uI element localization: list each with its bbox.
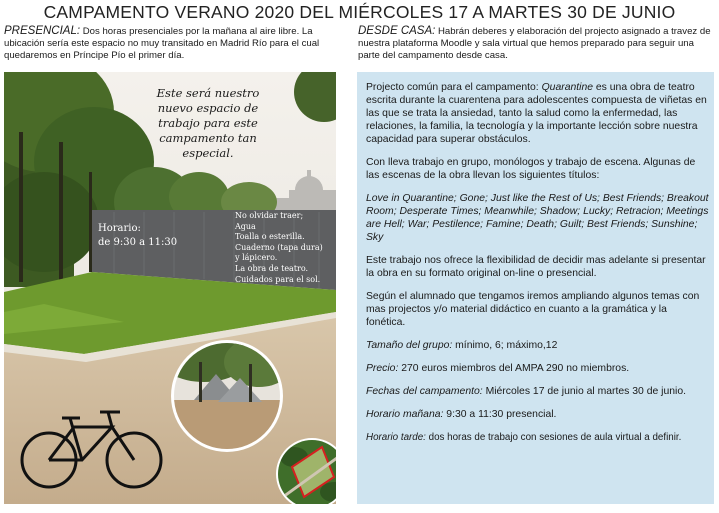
group-size-label: Tamaño del grupo: [366, 340, 453, 351]
photo-caption: Este será nuestro nuevo espacio de trabajo para este campamento tan especial. [156, 86, 260, 160]
presencial-label: PRESENCIAL: [4, 25, 81, 37]
project-paragraph [366, 81, 709, 146]
scene-title: Shadow; [539, 206, 584, 217]
note-line: Cuidados para el sol. [235, 274, 321, 284]
scene-titles-list [366, 192, 709, 244]
scene-title: Sunshine; [651, 219, 698, 230]
scene-title: Famine; [485, 219, 527, 230]
scene-title: Meanwhile; [484, 206, 540, 217]
scene-title: Breakout Room; [366, 193, 709, 217]
price-label: Precio: [366, 363, 399, 374]
flexibility-paragraph: Este trabajo nos ofrece la flexibilidad de decidir mas adelante si presentar la obra en su formato original on-line o presencial. [366, 255, 706, 279]
morning-schedule-row [366, 408, 709, 421]
park-photo [4, 72, 336, 504]
note-line: Toalla o esterilla. [235, 232, 305, 242]
scene-title: Gone; [459, 193, 491, 204]
expansion-paragraph: Según el alumnado que tengamos iremos ampliando algunos temas con mas projectos y/o material didáctico en cuanto a la gramática y la fonética. [366, 291, 700, 328]
scene-title: Meetings are Hell; [366, 206, 709, 230]
scene-title: Guilt; [559, 219, 588, 230]
scene-title: Pestilence; [432, 219, 486, 230]
scene-title: Death; [526, 219, 560, 230]
afternoon-schedule-label: Horario tarde: [366, 432, 426, 443]
info-panel [357, 72, 714, 504]
scenes-intro: Con lleva trabajo en grupo, monólogos y trabajo de escena. Algunas de las escenas de la obra llevan los siguientes títulos: [366, 157, 696, 181]
scene-title: Sky [366, 232, 384, 243]
horario-value: de 9:30 a 11:30 [98, 237, 178, 248]
page-title: CAMPAMENTO VERANO 2020 DEL MIÉRCOLES 17 A MARTES 30 DE JUNIO [43, 2, 676, 22]
horario-label: Horario: [98, 223, 141, 234]
note-line: No olvidar traer; [235, 211, 304, 220]
note-line: La obra de teatro. [235, 263, 309, 273]
price-row [366, 362, 709, 375]
scene-title: Best Friends; [587, 219, 652, 230]
dates-value: Miércoles 17 de junio al martes 30 de junio. [485, 386, 686, 397]
presencial-intro [4, 25, 340, 62]
scene-title: Retracion; [616, 206, 667, 217]
info-panel-content [366, 81, 709, 454]
project-lead: Projecto común para el campamento: [366, 82, 539, 93]
scene-title: Love in Quarantine; [366, 193, 460, 204]
project-title: Quarantine [541, 82, 594, 93]
desde-casa-label: DESDE CASA: [358, 25, 436, 37]
group-size-row [366, 339, 709, 352]
dates-row [366, 385, 709, 398]
presencial-text: Dos horas presenciales por la mañana al aire libre. La ubicación sería este espacio no muy transitado en Madrid Río para el cual quedaremos en Príncipe Pío el primer día. [4, 26, 320, 61]
price-value: 270 euros miembros del AMPA 290 no miembros. [401, 363, 630, 374]
scene-title: Lucky; [583, 206, 616, 217]
note-line: Agua [235, 221, 256, 231]
scene-title: Best Friends; [602, 193, 667, 204]
note-line: y lápicero. [235, 253, 278, 263]
dates-label: Fechas del campamento: [366, 386, 483, 397]
note-line: Cuaderno (tapa dura) [235, 242, 323, 252]
group-size-value: mínimo, 6; máximo,12 [455, 340, 558, 351]
scene-title: War; [407, 219, 433, 230]
horario-box [98, 222, 208, 250]
packing-notes [235, 211, 336, 285]
scene-title: Desperate Times; [399, 206, 485, 217]
desde-casa-intro [358, 25, 716, 62]
morning-schedule-value: 9:30 a 11:30 presencial. [446, 409, 557, 420]
afternoon-schedule-row [366, 431, 709, 444]
afternoon-schedule-value: dos horas de trabajo con sesiones de aula virtual a definir. [428, 432, 682, 443]
project-description: es una obra de teatro escrita durante la cuarentena para adolescentes compuesta de viñetas en las que se trata la ansiedad, tanto la salud como la enfermedad, las relaciones, la familia, la tecnología y la importante lección sobre nuestra capacidad para superar obstáculos. [366, 82, 707, 145]
desde-casa-text: Habrán deberes y elaboración del projecto asignado a travez de nuestra plataforma Moodle y sala virtual que hemos preparado para seguir una parte del campamento desde casa. [358, 26, 711, 61]
scene-title: Just like the Rest of Us; [490, 193, 603, 204]
morning-schedule-label: Horario mañana: [366, 409, 444, 420]
